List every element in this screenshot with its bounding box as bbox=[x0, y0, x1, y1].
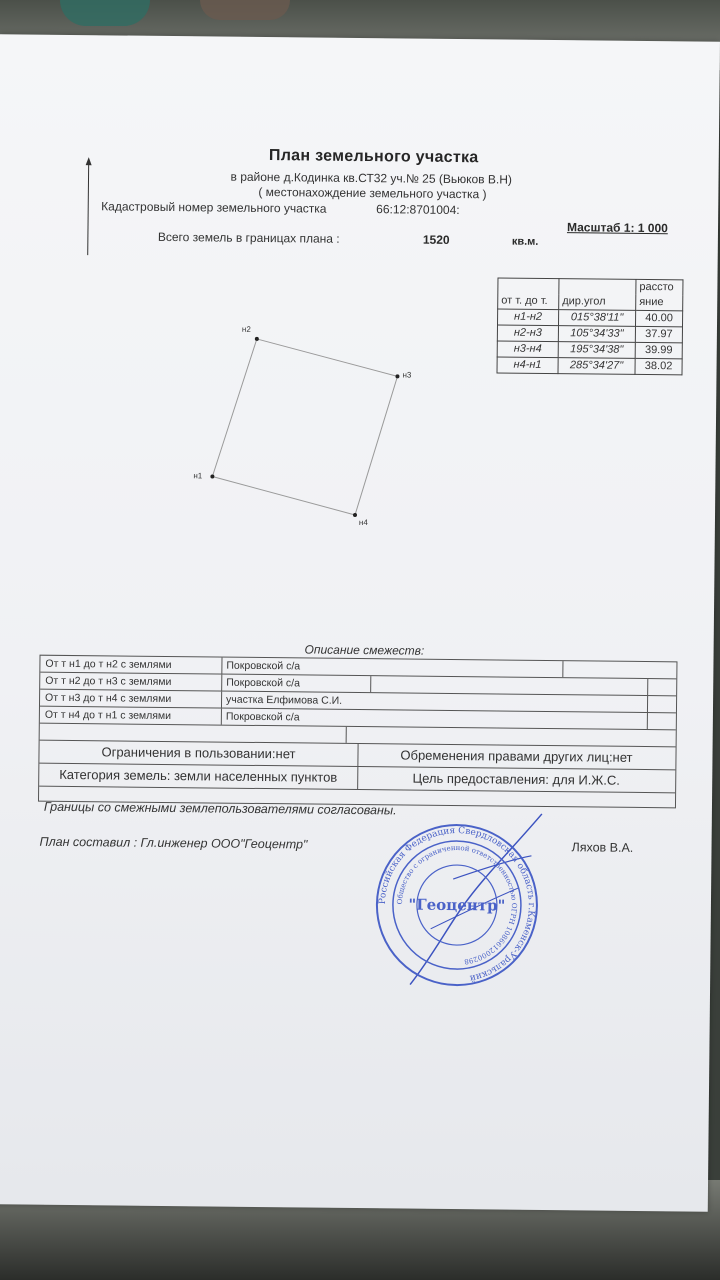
adjacency-value: Покровской с/а bbox=[226, 676, 301, 690]
company-seal bbox=[366, 814, 548, 996]
background-object bbox=[200, 0, 290, 20]
distance-cell: 40.00 bbox=[635, 310, 682, 326]
adjacency-label: От т н3 до т н4 с землями bbox=[40, 690, 222, 708]
restrictions-cell: Ограничения в пользовании:нет bbox=[39, 741, 358, 766]
header-distance-bottom: яние bbox=[636, 295, 683, 311]
adjacency-title: Описание смежеств: bbox=[304, 642, 425, 658]
segment-cell: н3-н4 bbox=[497, 341, 558, 358]
location-note: ( местонахождение земельного участка ) bbox=[258, 184, 487, 202]
angle-cell: 195°34'38" bbox=[558, 342, 635, 359]
cell-divider bbox=[562, 661, 563, 677]
background-object bbox=[60, 0, 150, 26]
cell-divider bbox=[647, 679, 648, 695]
document-sheet bbox=[0, 34, 720, 1211]
vertex-marker bbox=[395, 374, 399, 378]
angle-cell: 285°34'27" bbox=[558, 358, 635, 375]
point-label-n4: н4 bbox=[358, 518, 368, 528]
adjacency-value: Покровской с/а bbox=[225, 710, 300, 724]
angle-cell: 015°38'11" bbox=[558, 310, 635, 327]
point-label-n1: н1 bbox=[193, 471, 203, 481]
vertex-marker bbox=[210, 474, 214, 478]
distance-cell: 37.97 bbox=[635, 326, 682, 342]
seal-center-text: "Геоцентр" bbox=[408, 895, 506, 915]
table-row bbox=[497, 341, 682, 359]
angle-cell: 105°34'33" bbox=[558, 326, 635, 343]
area-label: Всего земель в границах плана : bbox=[157, 229, 340, 246]
parcel-plot bbox=[185, 316, 427, 534]
north-arrow-icon bbox=[84, 157, 93, 257]
segment-cell: н1-н2 bbox=[498, 309, 559, 326]
header-angle: дир.угол bbox=[559, 279, 636, 311]
vertex-marker bbox=[255, 337, 259, 341]
seal-outer-ring-text: Российская Федерация Свердловская область г.Каменск-Уральский bbox=[377, 826, 536, 983]
header-segment: от т. до т. bbox=[498, 278, 559, 310]
composer-line: План составил : Гл.инженер ООО"Геоцентр" bbox=[39, 834, 308, 852]
cell-divider bbox=[647, 696, 648, 712]
table-header bbox=[498, 278, 683, 295]
header-distance-top: рассто bbox=[636, 279, 683, 295]
signer-name: Ляхов В.А. bbox=[571, 840, 634, 855]
page-title: План земельного участка bbox=[268, 147, 479, 167]
table-row bbox=[498, 309, 683, 327]
parcel-polygon bbox=[185, 316, 427, 529]
cell-divider bbox=[647, 713, 648, 729]
location-line: в районе д.Кодинка кв.СТ32 уч.№ 25 (Вьюков В.Н) bbox=[230, 169, 512, 187]
area-value: 1520 bbox=[422, 232, 450, 247]
scale-label: Масштаб 1: 1 000 bbox=[566, 220, 668, 236]
table-row bbox=[497, 325, 682, 343]
bearings-table bbox=[496, 277, 683, 375]
cell-divider bbox=[346, 727, 347, 743]
adjacency-label: От т н4 до т н1 с землями bbox=[40, 707, 222, 725]
purpose-cell: Цель предоставления: для И.Ж.С. bbox=[412, 770, 621, 788]
cell-divider bbox=[370, 676, 371, 692]
segment-cell: н2-н3 bbox=[497, 325, 558, 342]
agreement-note: Границы со смежными землепользователями согласованы. bbox=[43, 799, 397, 818]
adjacency-label: От т н2 до т н3 с землями bbox=[40, 673, 222, 691]
cadastral-number: 66:12:8701004: bbox=[376, 202, 460, 218]
distance-cell: 39.99 bbox=[635, 342, 682, 358]
adjacency-table bbox=[38, 655, 678, 809]
segment-cell: н4-н1 bbox=[497, 357, 558, 374]
encumbrances-cell: Обременения правами других лиц:нет bbox=[400, 747, 633, 765]
area-unit: кв.м. bbox=[511, 235, 539, 248]
point-label-n2: н2 bbox=[241, 324, 251, 334]
distance-cell: 38.02 bbox=[635, 358, 682, 374]
point-label-n3: н3 bbox=[402, 370, 412, 380]
land-category-cell: Категория земель: земли населенных пунктов bbox=[39, 764, 358, 789]
seal-inner-ring-text: Общество с ограниченной ответственностью ОГРН 1086612000298 bbox=[395, 844, 518, 966]
table-row bbox=[497, 357, 682, 375]
adjacency-label: От т н1 до т н2 с землями bbox=[40, 656, 222, 674]
cadastral-label: Кадастровый номер земельного участка bbox=[101, 199, 327, 216]
adjacency-value: Покровской с/а bbox=[226, 659, 301, 673]
adjacency-value: участка Елфимова С.И. bbox=[226, 693, 343, 707]
vertex-marker bbox=[353, 513, 357, 517]
